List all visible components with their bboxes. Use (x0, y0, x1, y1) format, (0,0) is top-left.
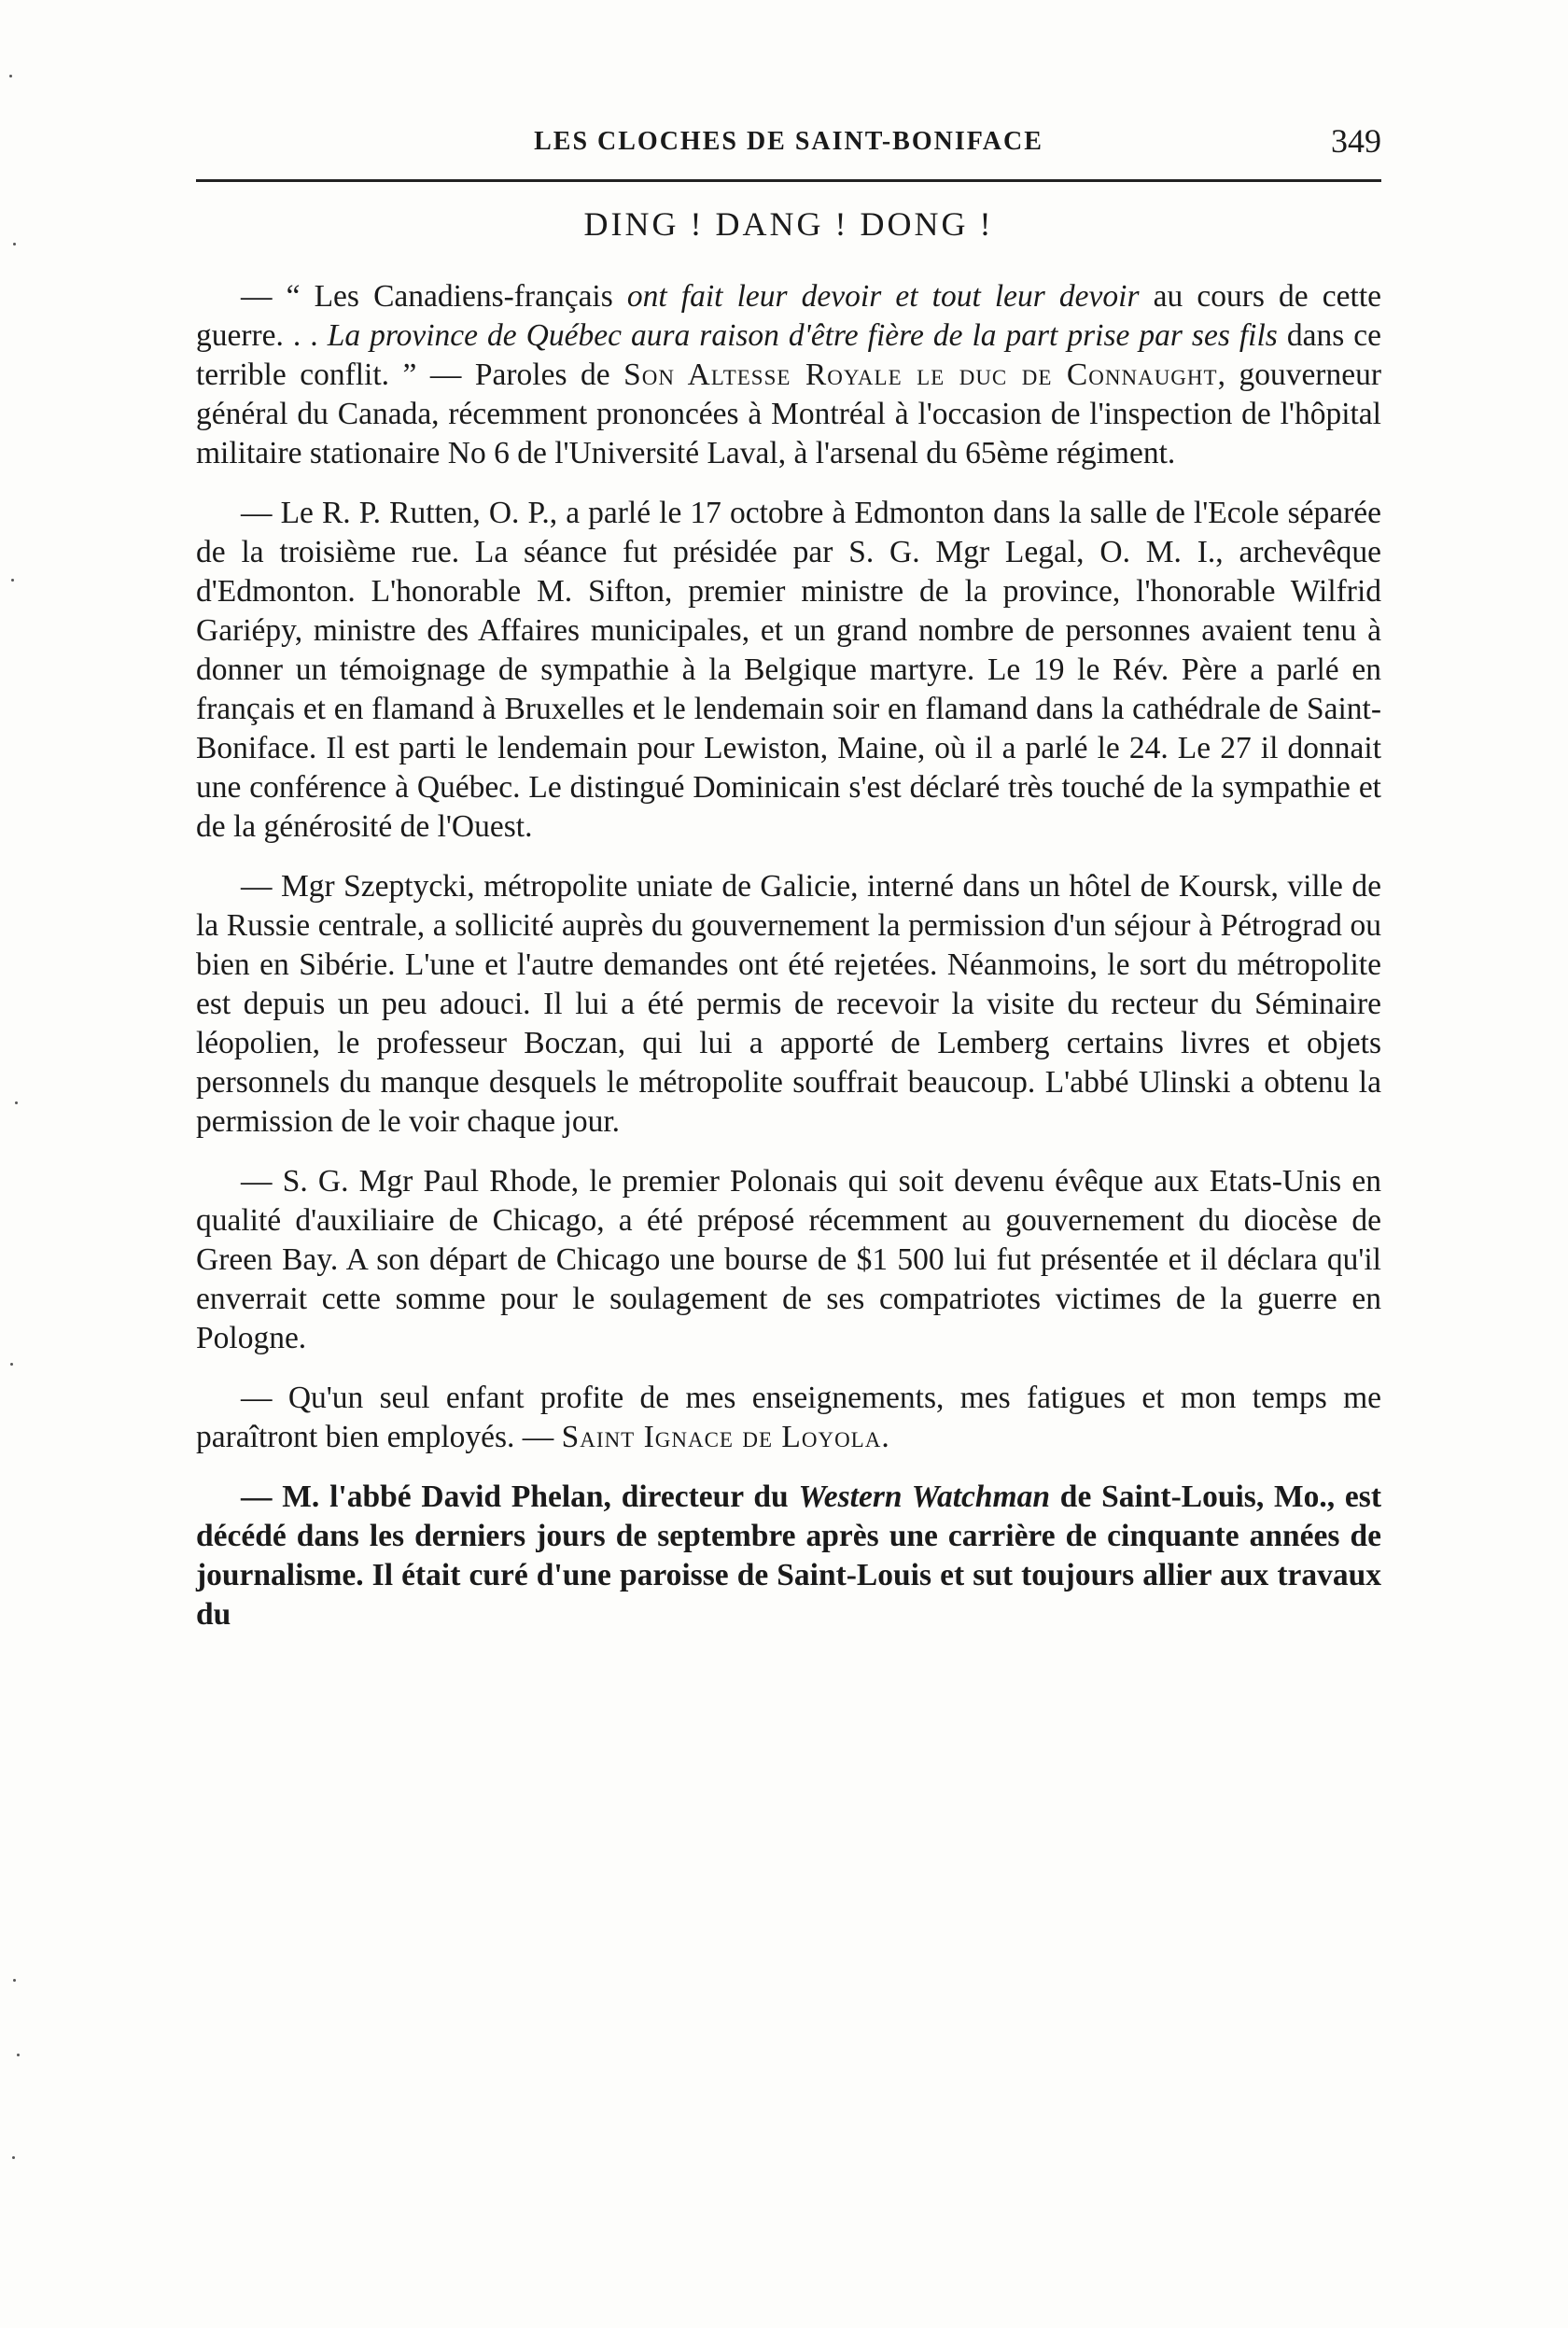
section-title: DING ! DANG ! DONG ! (583, 205, 994, 243)
p6-text-c: de Saint-Louis, Mo., est décédé dans les derniers jours de septembre après une carrière de cinquante années de journalisme. Il était curé d'une paroisse de Saint-Louis et sut toujours allier aux travaux du (196, 1480, 1381, 1632)
p6-text-a: — M. l'abbé David Phelan, directeur du (241, 1480, 799, 1514)
p6-italic-newspaper: Western Watchman (798, 1480, 1050, 1514)
p1-smallcaps-name: Son Altesse Royale le duc de Connaught (623, 358, 1218, 392)
p5-text-c: . (881, 1420, 889, 1454)
p5-smallcaps-author: Saint Ignace de Loyola (561, 1420, 882, 1454)
paragraph-szeptycki: — Mgr Szeptycki, métropolite uniate de Galicie, interné dans un hôtel de Koursk, ville de la Russie centrale, a sollicité auprès du gouvernement la permission d'un séjour à Pétrograd ou bien en Sibérie. L'une et l'autre demandes ont été rejetées. Néanmoins, le sort du métropolite est depuis un peu adouci. Il lui a été permis de recevoir la visite du recteur du Séminaire léopolien, le professeur Boczan, qui lui a apporté de Lemberg certains livres et objets personnels du manque desquels le métropolite souffrait beaucoup. L'abbé Ulinski a obtenu la permission de le voir chaque jour. (196, 869, 1381, 1139)
p1-quote-italic-a: ont fait leur devoir et tout leur devoir (626, 279, 1140, 314)
p1-text-e: dans ce terrible conflit. ” — Paroles de (196, 318, 1381, 392)
margin-specks (7, 0, 26, 2328)
speck (15, 1101, 18, 1104)
paragraph-phelan (196, 1478, 1381, 1634)
paragraph-rhode: — S. G. Mgr Paul Rhode, le premier Polonais qui soit devenu évêque aux Etats-Unis en qualité d'auxiliaire de Chicago, a été préposé récemment au gouvernement du diocèse de Green Bay. A son départ de Chicago une bourse de $1 500 lui fut présentée et il déclara qu'il enverrait cette somme pour le soulagement de ses compatriotes victimes de la guerre en Pologne. (196, 1164, 1381, 1355)
paragraph-connaught (196, 277, 1381, 473)
speck (13, 243, 16, 245)
running-title: LES CLOCHES DE SAINT-BONIFACE (534, 127, 1043, 156)
paragraph-loyola-quote (196, 1379, 1381, 1457)
p5-text-a: — Qu'un seul enfant profite de mes enseignements, mes fatigues et mon temps me paraîtront bien employés. — (196, 1381, 1381, 1454)
speck (10, 1363, 13, 1366)
speck (11, 579, 14, 582)
header-rule (196, 179, 1381, 182)
speck (9, 75, 12, 77)
p1-text-a: — “ Les Canadiens-français (241, 279, 627, 314)
paragraph-rutten: — Le R. P. Rutten, O. P., a parlé le 17 octobre à Edmonton dans la salle de l'Ecole séparée de la troisième rue. La séance fut présidée par S. G. Mgr Legal, O. M. I., archevêque d'Edmonton. L'honorable M. Sifton, premier ministre de la province, l'honorable Wilfrid Gariépy, ministre des Affaires municipales, et un grand nombre de personnes avaient tenu à donner un témoignage de sympathie à la Belgique martyre. Le 19 le Rév. Père a parlé en français et en flamand à Bruxelles et le lendemain soir en flamand dans la cathédrale de Saint-Boniface. Il est parti le lendemain pour Lewiston, Maine, où il a parlé le 24. Le 27 il donnait une conférence à Québec. Le distingué Dominicain s'est déclaré très touché de la sympathie et de la générosité de l'Ouest. (196, 496, 1381, 844)
p1-quote-italic-b: La province de Québec aura raison d'être fière de la part prise par ses fils (327, 318, 1278, 353)
speck (12, 2156, 15, 2159)
book-page (196, 112, 1381, 1655)
speck (17, 2054, 20, 2056)
p1-text-g: , gouverneur général du Canada, récemment prononcées à Montréal à l'occasion de l'inspection de l'hôpital militaire stationaire No 6 de l'Université Laval, à l'arsenal du 65ème régiment. (196, 358, 1381, 470)
running-head (196, 112, 1381, 168)
p1-text-c: au cours de cette guerre. . . (196, 279, 1381, 353)
speck (13, 1979, 16, 1982)
page-number: 349 (1331, 122, 1381, 160)
